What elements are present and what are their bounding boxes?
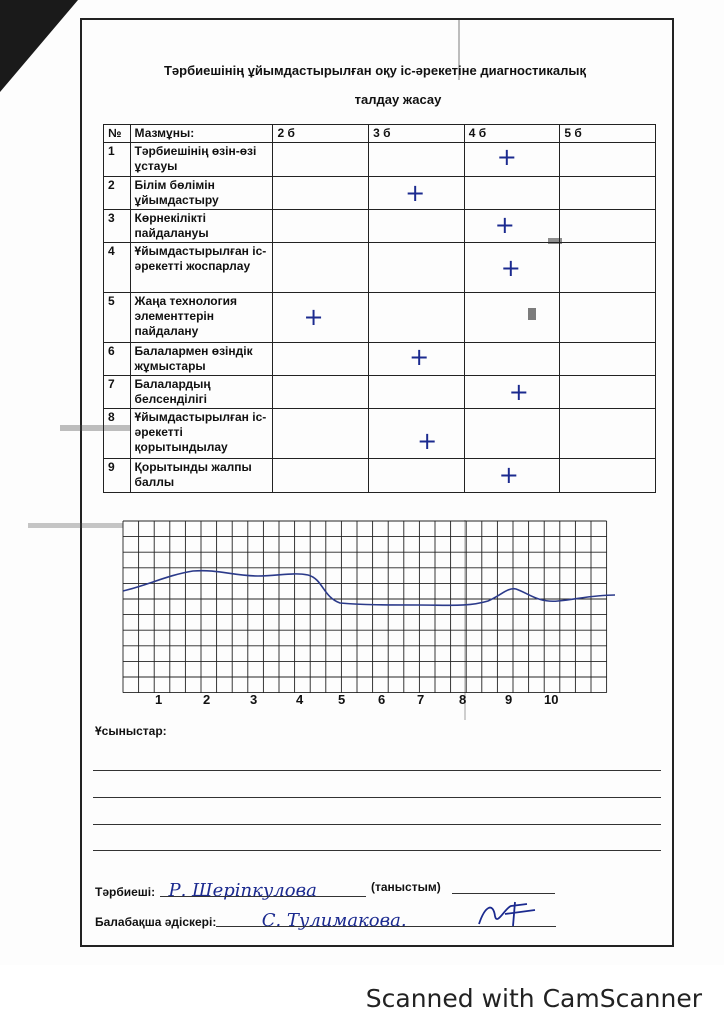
cell-score-3 — [369, 177, 465, 210]
cell-score-5 — [560, 409, 656, 459]
cell-score-3 — [369, 243, 465, 293]
x-label: 10 — [544, 692, 559, 707]
row-number: 6 — [104, 343, 131, 376]
table-row — [104, 143, 656, 177]
cell-score-5 — [560, 376, 656, 409]
row-text: Балалардың белсенділігі — [130, 376, 273, 409]
cell-score-2 — [273, 210, 369, 243]
cell-score-2 — [273, 459, 369, 493]
cell-score-5 — [560, 243, 656, 293]
check-mark: + — [405, 179, 426, 207]
header-score-5: 5 б — [560, 125, 656, 143]
header-number: № — [104, 125, 131, 143]
methodist-signature-row — [95, 910, 407, 931]
suggestion-line — [93, 824, 661, 825]
cell-score-2 — [273, 376, 369, 409]
row-number: 7 — [104, 376, 131, 409]
row-number: 4 — [104, 243, 131, 293]
cell-score-4 — [464, 376, 560, 409]
row-text: Жаңа технология элементтерін пайдалану — [130, 293, 273, 343]
cell-score-5 — [560, 143, 656, 177]
cell-score-3 — [369, 459, 465, 493]
cell-score-4 — [464, 343, 560, 376]
acknowledged-label: (таныстым) — [371, 880, 441, 894]
cell-score-5 — [560, 343, 656, 376]
cell-score-3 — [369, 409, 465, 459]
check-mark: + — [500, 254, 521, 282]
check-mark: + — [417, 427, 438, 455]
cell-score-4 — [464, 293, 560, 343]
table-row — [104, 293, 656, 343]
header-score-3: 3 б — [369, 125, 465, 143]
table-row — [104, 243, 656, 293]
graph-line — [123, 571, 615, 606]
table-row — [104, 459, 656, 493]
row-text: Тәрбиешінің өзін-өзі ұстауы — [130, 143, 273, 177]
cell-score-5 — [560, 177, 656, 210]
diagnostic-table — [103, 124, 656, 493]
check-mark: + — [303, 303, 324, 331]
row-number: 5 — [104, 293, 131, 343]
cell-score-5 — [560, 210, 656, 243]
row-number: 9 — [104, 459, 131, 493]
cell-score-4 — [464, 143, 560, 177]
cell-score-4 — [464, 210, 560, 243]
cell-score-2 — [273, 177, 369, 210]
cell-score-3 — [369, 376, 465, 409]
check-mark: + — [409, 343, 430, 371]
suggestion-line — [93, 770, 661, 771]
cell-score-3 — [369, 343, 465, 376]
cell-score-4 — [464, 459, 560, 493]
cell-score-2 — [273, 243, 369, 293]
camscanner-watermark: Scanned with CamScanner — [365, 984, 702, 1013]
cell-score-3 — [369, 293, 465, 343]
cell-score-4 — [464, 409, 560, 459]
cell-score-2 — [273, 143, 369, 177]
x-label: 1 — [155, 692, 163, 707]
suggestion-line — [93, 797, 661, 798]
document-title: Тәрбиешінің ұйымдастырылған оқу іс-әрекетіне диагностикалық — [163, 63, 587, 78]
x-label: 5 — [338, 692, 346, 707]
graph-grid — [123, 521, 607, 693]
signature-scribble — [475, 898, 545, 930]
row-number: 2 — [104, 177, 131, 210]
check-mark: + — [508, 378, 529, 406]
document-subtitle: талдау жасау — [354, 92, 442, 107]
table-row — [104, 343, 656, 376]
x-label: 6 — [378, 692, 386, 707]
acknowledged-underline — [452, 893, 555, 894]
header-score-4: 4 б — [464, 125, 560, 143]
row-text: Қорытынды жалпы баллы — [130, 459, 273, 493]
check-mark: + — [498, 461, 519, 489]
suggestions-label: Ұсыныстар: — [95, 724, 167, 738]
cell-score-3 — [369, 210, 465, 243]
score-graph — [118, 519, 618, 709]
suggestion-line — [93, 850, 661, 851]
row-text: Көрнекілікті пайдалануы — [130, 210, 273, 243]
teacher-underline — [160, 896, 366, 897]
table-row — [104, 409, 656, 459]
methodist-name: С. Тулимакова. — [261, 910, 407, 931]
cell-score-4 — [464, 243, 560, 293]
methodist-label: Балабақша әдіскері: — [95, 915, 217, 929]
x-label: 8 — [459, 692, 467, 707]
row-number: 1 — [104, 143, 131, 177]
table-row — [104, 177, 656, 210]
x-label: 7 — [417, 692, 425, 707]
cell-score-5 — [560, 459, 656, 493]
check-mark: + — [496, 143, 517, 171]
teacher-label: Тәрбиеші: — [95, 885, 156, 899]
cell-score-2 — [273, 293, 369, 343]
table-row — [104, 210, 656, 243]
table-header-row — [104, 125, 656, 143]
table-row — [104, 376, 656, 409]
folded-corner — [0, 0, 78, 92]
header-score-2: 2 б — [273, 125, 369, 143]
row-number: 3 — [104, 210, 131, 243]
x-label: 9 — [505, 692, 513, 707]
teacher-name: Р. Шеріпкулова — [168, 880, 317, 901]
cell-score-2 — [273, 343, 369, 376]
row-text: Ұйымдастырылған іс-әрекетті қорытындылау — [130, 409, 273, 459]
x-label: 4 — [296, 692, 304, 707]
cell-score-5 — [560, 293, 656, 343]
row-number: 8 — [104, 409, 131, 459]
cell-score-2 — [273, 409, 369, 459]
check-mark: + — [494, 211, 515, 239]
row-text: Білім бөлімін ұйымдастыру — [130, 177, 273, 210]
row-text: Балалармен өзіндік жұмыстары — [130, 343, 273, 376]
cell-score-3 — [369, 143, 465, 177]
scan-speck — [28, 523, 123, 528]
header-content: Мазмұны: — [130, 125, 273, 143]
teacher-signature-row — [95, 880, 317, 901]
x-label: 3 — [250, 692, 258, 707]
cell-score-4 — [464, 177, 560, 210]
row-text: Ұйымдастырылған іс-әрекетті жоспарлау — [130, 243, 273, 293]
x-label: 2 — [203, 692, 211, 707]
